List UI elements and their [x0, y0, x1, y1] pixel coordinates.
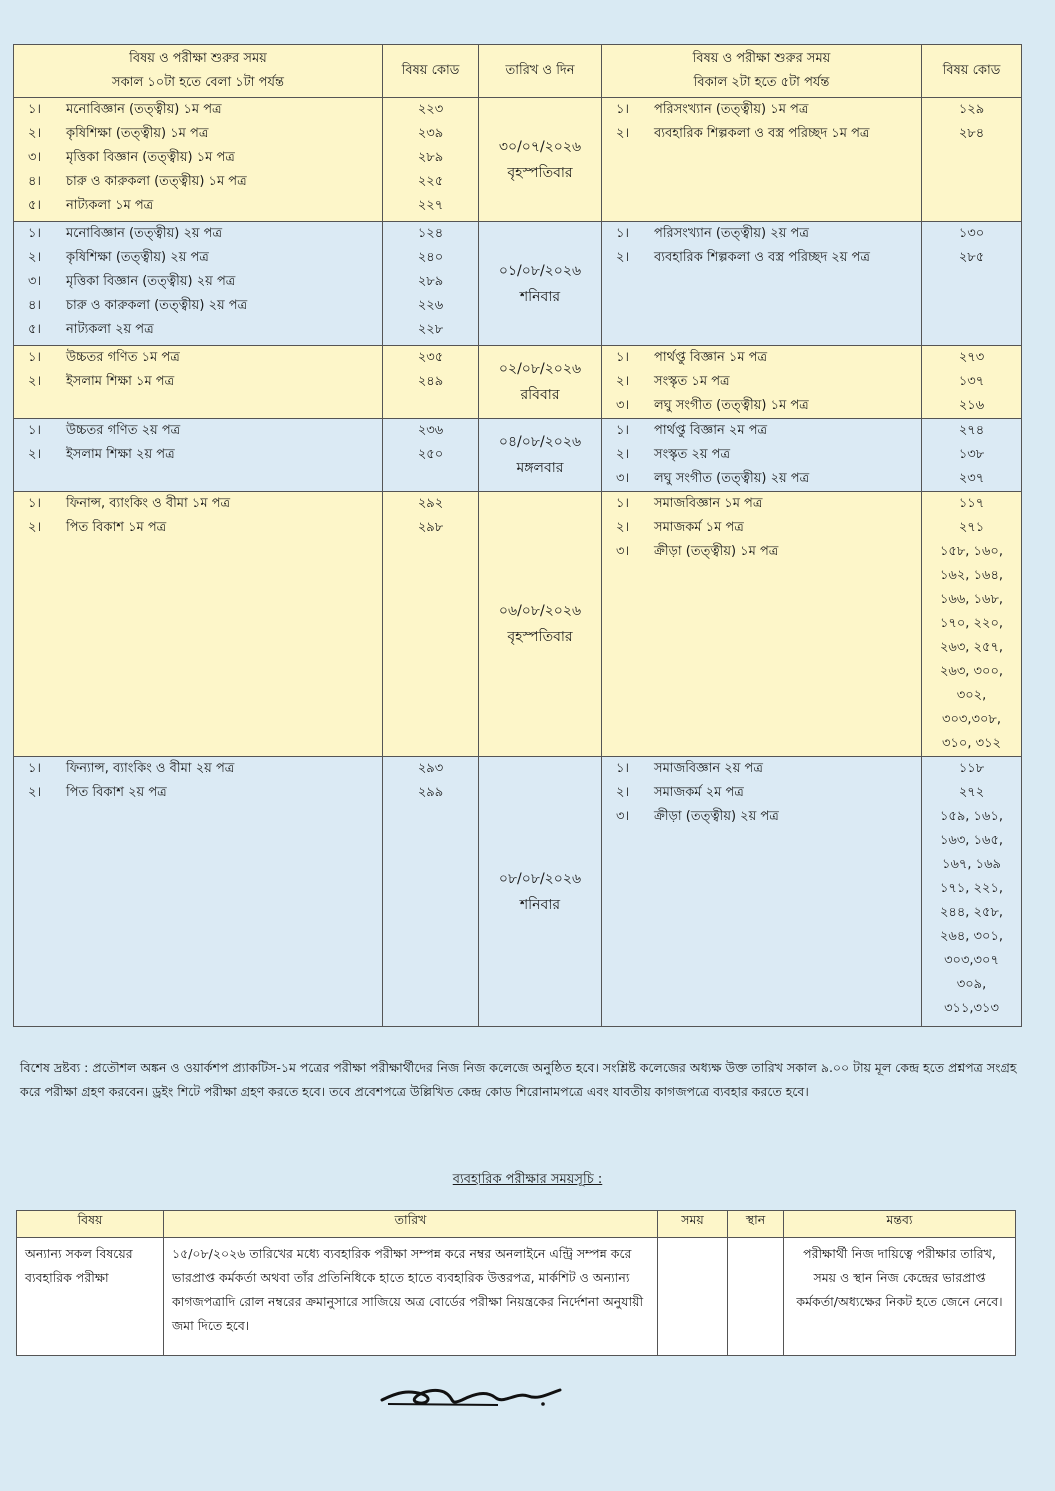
subject-code: ২২৫: [417, 174, 444, 189]
subject-name: ব্যবহারিক শিল্পকলা ও বস্ত্র পরিচ্ছদ ২য় পত্র: [654, 250, 870, 265]
exam-date: [479, 346, 602, 419]
schedule-row: [14, 98, 1022, 222]
serial-number: ৫।: [28, 198, 42, 213]
serial-number: ১।: [616, 226, 630, 241]
subject-line: [14, 222, 382, 246]
header-code-2: বিষয় কোড: [922, 45, 1022, 98]
subject-code: ১৬৭, ১৬৯: [942, 857, 1001, 872]
subject-code: ২৯২: [417, 496, 444, 511]
subject-line: [14, 516, 382, 540]
subject-code: ২৮৪: [958, 126, 985, 141]
subject-code: ১৩৭: [958, 374, 985, 389]
subject-line: [602, 394, 921, 418]
subject-code: ২৩৫: [417, 350, 444, 365]
serial-number: ১।: [616, 423, 630, 438]
subject-name: মৃত্তিকা বিজ্ঞান (তত্ত্বীয়) ২য় পত্র: [66, 274, 236, 289]
subject-name: লঘু সংগীত (তত্ত্বীয়) ২য় পত্র: [654, 471, 810, 486]
subject-line: [14, 318, 382, 342]
subject-name: মনোবিজ্ঞান (তত্ত্বীয়) ২য় পত্র: [66, 226, 223, 241]
exam-date: [479, 757, 602, 1027]
subject-code: ২২৮: [417, 322, 444, 337]
subject-code: ১৫৮, ১৬০,: [939, 544, 1004, 559]
serial-number: ১।: [28, 496, 42, 511]
subject-line: [602, 443, 921, 467]
morning-subjects: [14, 492, 383, 757]
serial-number: ২।: [28, 447, 42, 462]
date-value: ৩০/০৭/২০২৬: [498, 138, 582, 155]
morning-codes: [383, 98, 479, 222]
subject-code: ২২৩: [417, 102, 444, 117]
header-morning-subject: [14, 45, 383, 98]
practical-remarks: পরীক্ষার্থী নিজ দায়িত্বে পরীক্ষার তারিখ, সময় ও স্থান নিজ কেন্দ্রের ভারপ্রাপ্ত কর্মকর্তা/অধ্যক্ষের নিকট হতে জেনে নেবে।: [784, 1238, 1016, 1356]
practical-header-subject: বিষয়: [17, 1211, 164, 1238]
subject-name: ইসলাম শিক্ষা ২য় পত্র: [66, 447, 175, 462]
subject-code: ২৪৯: [417, 374, 444, 389]
subject-name: নাট্যকলা ২য় পত্র: [66, 322, 154, 337]
date-value: ০৪/০৮/২০২৬: [498, 434, 582, 450]
day-value: মঙ্গলবার: [516, 460, 564, 476]
subject-code: ২৮৫: [958, 250, 985, 265]
subject-line: [602, 346, 921, 370]
subject-code: ১৭০, ২২০,: [939, 616, 1004, 631]
header-afternoon-time: বিকাল ২টা হতে ৫টা পর্যন্ত: [693, 75, 830, 90]
subject-code: ২৬৩, ২৫৭,: [939, 640, 1004, 655]
subject-code: ১৩০: [958, 226, 985, 241]
subject-line: [14, 492, 382, 516]
subject-name: ক্রীড়া (তত্ত্বীয়) ২য় পত্র: [654, 809, 779, 824]
serial-number: ৪।: [28, 174, 42, 189]
practical-header-remarks: মন্তব্য: [784, 1211, 1016, 1238]
schedule-row: [14, 346, 1022, 419]
subject-code: ২৯৯: [417, 785, 444, 800]
practical-schedule-title: ব্যবহারিক পরীক্ষার সময়সূচি :: [452, 1172, 603, 1187]
subject-line: [602, 516, 921, 540]
serial-number: ৩।: [28, 274, 42, 289]
subject-code: ২৪০: [417, 250, 444, 265]
morning-subjects: [14, 757, 383, 1027]
subject-name: পিত বিকাশ ২য় পত্র: [66, 785, 167, 800]
exam-date: [479, 492, 602, 757]
header-afternoon-subject: [602, 45, 922, 98]
morning-codes: [383, 757, 479, 1027]
subject-code: ৩০৩,৩০৭: [944, 953, 999, 968]
subject-code: ২৯৮: [417, 520, 444, 535]
day-value: শনিবার: [519, 288, 561, 305]
morning-subjects: [14, 222, 383, 346]
subject-line: [14, 346, 382, 370]
subject-code: ২৬৪, ৩০১,: [939, 929, 1004, 944]
afternoon-codes: [922, 757, 1022, 1027]
afternoon-codes: [922, 346, 1022, 419]
subject-name: মৃত্তিকা বিজ্ঞান (তত্ত্বীয়) ১ম পত্র: [66, 150, 235, 165]
practical-subject: অন্যান্য সকল বিষয়ের ব্যবহারিক পরীক্ষা: [17, 1238, 164, 1356]
subject-line: [14, 443, 382, 467]
afternoon-subjects: [602, 757, 922, 1027]
schedule-header-row: [14, 45, 1022, 98]
subject-line: [602, 246, 921, 270]
subject-code: ১২৪: [417, 226, 444, 241]
practical-time: [658, 1238, 728, 1356]
practical-header-time: সময়: [658, 1211, 728, 1238]
subject-code: ২২৭: [417, 198, 444, 213]
subject-code: ২৩৯: [417, 126, 444, 141]
serial-number: ১।: [616, 102, 630, 117]
subject-code: ২৭১: [958, 520, 985, 535]
practical-header-place: স্থান: [728, 1211, 784, 1238]
serial-number: ২।: [616, 374, 630, 389]
subject-line: [602, 467, 921, 491]
subject-name: সমাজবিজ্ঞান ১ম পত্র: [654, 496, 763, 511]
serial-number: ২।: [28, 250, 42, 265]
schedule-row: [14, 757, 1022, 1027]
serial-number: ২।: [616, 250, 630, 265]
date-value: ০৮/০৮/২০২৬: [498, 870, 582, 887]
subject-line: [14, 146, 382, 170]
serial-number: ২।: [616, 520, 630, 535]
subject-line: [14, 194, 382, 218]
subject-code: ১১৮: [958, 761, 985, 776]
afternoon-codes: [922, 419, 1022, 492]
subject-name: কৃষিশিক্ষা (তত্ত্বীয়) ২য় পত্র: [66, 250, 209, 265]
afternoon-codes: [922, 98, 1022, 222]
header-date-day: তারিখ ও দিন: [479, 45, 602, 98]
subject-code: ৩১১,৩১৩: [944, 1001, 999, 1016]
serial-number: ২।: [28, 520, 42, 535]
serial-number: ১।: [28, 761, 42, 776]
subject-name: ব্যবহারিক শিল্পকলা ও বস্ত্র পরিচ্ছদ ১ম পত্র: [654, 126, 870, 141]
subject-name: সংস্কৃত ২য় পত্র: [654, 447, 731, 462]
subject-name: উচ্চতর গণিত ২য় পত্র: [66, 423, 181, 438]
schedule-row: [14, 222, 1022, 346]
subject-name: পার্থপ্তু বিজ্ঞান ১ম পত্র: [654, 350, 768, 365]
afternoon-subjects: [602, 346, 922, 419]
afternoon-codes: [922, 222, 1022, 346]
exam-schedule-table: [13, 44, 1022, 1027]
subject-name: কৃষিশিক্ষা (তত্ত্বীয়) ১ম পত্র: [66, 126, 209, 141]
date-value: ০২/০৮/২০২৬: [498, 361, 582, 377]
subject-line: [602, 540, 921, 564]
subject-code: ১৬২, ১৬৪,: [939, 568, 1004, 583]
serial-number: ৩।: [616, 544, 630, 559]
practical-place: [728, 1238, 784, 1356]
serial-number: ১।: [28, 226, 42, 241]
subject-code: ২৫০: [417, 447, 444, 462]
serial-number: ৩।: [616, 471, 630, 486]
afternoon-subjects: [602, 98, 922, 222]
serial-number: ১।: [616, 350, 630, 365]
subject-line: [14, 246, 382, 270]
subject-code: ১৭১, ২২১,: [939, 881, 1004, 896]
serial-number: ২।: [616, 126, 630, 141]
header-morning-subject-label: বিষয় ও পরীক্ষা শুরুর সময়: [129, 51, 267, 66]
morning-subjects: [14, 98, 383, 222]
serial-number: ২।: [616, 785, 630, 800]
subject-code: ২৮৯: [417, 274, 444, 289]
subject-name: ক্রীড়া (তত্ত্বীয়) ১ম পত্র: [654, 544, 779, 559]
exam-date: [479, 98, 602, 222]
signature: [378, 1378, 568, 1414]
day-value: রবিবার: [520, 387, 560, 403]
serial-number: ৩।: [616, 398, 630, 413]
serial-number: ৩।: [616, 809, 630, 824]
serial-number: ২।: [28, 785, 42, 800]
subject-name: সমাজবিজ্ঞান ২য় পত্র: [654, 761, 763, 776]
subject-line: [14, 370, 382, 394]
day-value: শনিবার: [519, 896, 561, 913]
subject-name: সমাজকর্ম ১ম পত্র: [654, 520, 744, 535]
subject-name: ইসলাম শিক্ষা ১ম পত্র: [66, 374, 175, 389]
serial-number: ২।: [28, 126, 42, 141]
subject-code: ২৯৩: [417, 761, 444, 776]
subject-name: ফিন্যান্স, ব্যাংকিং ও বীমা ২য় পত্র: [66, 761, 235, 776]
exam-date: [479, 222, 602, 346]
header-morning-time: সকাল ১০টা হতে বেলা ১টা পর্যন্ত: [112, 75, 284, 90]
date-value: ০৬/০৮/২০২৬: [498, 603, 582, 619]
morning-codes: [383, 222, 479, 346]
subject-code: ২৩৬: [417, 423, 444, 438]
date-value: ০১/০৮/২০২৬: [498, 262, 582, 279]
serial-number: ৪।: [28, 298, 42, 313]
schedule-row: [14, 419, 1022, 492]
serial-number: ১।: [28, 350, 42, 365]
subject-line: [14, 98, 382, 122]
subject-code: ২১৬: [958, 398, 985, 413]
afternoon-codes: [922, 492, 1022, 757]
subject-name: চারু ও কারুকলা (তত্ত্বীয়) ১ম পত্র: [66, 174, 247, 189]
subject-code: ১৫৯, ১৬১,: [939, 809, 1004, 824]
serial-number: ১।: [616, 496, 630, 511]
schedule-body: [14, 98, 1022, 1027]
subject-line: [14, 757, 382, 781]
serial-number: ৫।: [28, 322, 42, 337]
subject-line: [14, 122, 382, 146]
subject-line: [602, 781, 921, 805]
subject-name: পার্থপ্তু বিজ্ঞান ২ম পত্র: [654, 423, 768, 438]
subject-code: ২৩৭: [958, 471, 985, 486]
schedule-row: [14, 492, 1022, 757]
subject-code: ৩০২,: [956, 688, 987, 703]
subject-name: সমাজকর্ম ২ম পত্র: [654, 785, 744, 800]
practical-row: [17, 1238, 1016, 1356]
afternoon-subjects: [602, 419, 922, 492]
subject-name: চারু ও কারুকলা (তত্ত্বীয়) ২য় পত্র: [66, 298, 248, 313]
subject-line: [602, 419, 921, 443]
subject-line: [14, 270, 382, 294]
subject-code: ২২৬: [417, 298, 444, 313]
subject-name: উচ্চতর গণিত ১ম পত্র: [66, 350, 180, 365]
special-note: বিশেষ দ্রষ্টব্য : প্রতৌশল অঙ্কন ও ওয়ার্কশপ প্র্যাকটিস-১ম পত্রের পরীক্ষা পরীক্ষার্থীদের নিজ নিজ কলেজে অনুষ্ঠিত হবে। সংশ্লিষ্ট কলেজের অধ্যক্ষ উক্ত তারিখ সকাল ৯.০০ টায় মূল কেন্দ্র হতে প্রশ্নপত্র সংগ্রহ করে পরীক্ষা গ্রহণ করবেন। ড্রইং শিটে পরীক্ষা গ্রহণ করতে হবে। তবে প্রবেশপত্রে উল্লিখিত কেন্দ্র কোড শিরোনামপত্রে এবং যাবতীয় কাগজপত্রে ব্যবহার করতে হবে।: [20, 1060, 1017, 1099]
serial-number: ২।: [616, 447, 630, 462]
subject-line: [602, 98, 921, 122]
subject-code: ২৬৩, ৩০০,: [939, 664, 1004, 679]
subject-line: [602, 492, 921, 516]
serial-number: ১।: [616, 761, 630, 776]
subject-name: সংস্কৃত ১ম পত্র: [654, 374, 730, 389]
subject-code: ১১৭: [958, 496, 985, 511]
subject-line: [602, 222, 921, 246]
afternoon-subjects: [602, 492, 922, 757]
subject-code: ২৮৯: [417, 150, 444, 165]
subject-line: [14, 294, 382, 318]
serial-number: ১।: [28, 423, 42, 438]
subject-name: পিত বিকাশ ১ম পত্র: [66, 520, 167, 535]
subject-code: ১৬৬, ১৬৮,: [939, 592, 1004, 607]
subject-line: [602, 757, 921, 781]
subject-line: [14, 170, 382, 194]
header-code: বিষয় কোড: [383, 45, 479, 98]
subject-name: লঘু সংগীত (তত্ত্বীয়) ১ম পত্র: [654, 398, 809, 413]
practical-header-date: তারিখ: [164, 1211, 658, 1238]
day-value: বৃহস্পতিবার: [507, 629, 573, 645]
subject-code: ২৭৪: [958, 423, 985, 438]
serial-number: ১।: [28, 102, 42, 117]
subject-line: [602, 122, 921, 146]
subject-line: [14, 781, 382, 805]
subject-line: [602, 805, 921, 829]
morning-codes: [383, 346, 479, 419]
exam-date: [479, 419, 602, 492]
subject-code: ৩০৩,৩০৮,: [942, 712, 1001, 727]
subject-code: ১২৯: [958, 102, 985, 117]
practical-header-row: [17, 1211, 1016, 1238]
header-afternoon-subject-label: বিষয় ও পরীক্ষা শুরুর সময়: [692, 51, 831, 66]
subject-code: ১৬৩, ১৬৫,: [939, 833, 1004, 848]
day-value: বৃহস্পতিবার: [507, 164, 573, 181]
serial-number: ৩।: [28, 150, 42, 165]
subject-name: পরিসংখ্যান (তত্ত্বীয়) ২য় পত্র: [654, 226, 809, 241]
afternoon-subjects: [602, 222, 922, 346]
practical-exam-table: [16, 1210, 1016, 1356]
subject-name: নাট্যকলা ১ম পত্র: [66, 198, 154, 213]
subject-name: ফিনান্স, ব্যাংকিং ও বীমা ১ম পত্র: [66, 496, 231, 511]
subject-code: ৩০৯,: [956, 977, 987, 992]
subject-line: [602, 370, 921, 394]
subject-line: [14, 419, 382, 443]
morning-codes: [383, 419, 479, 492]
subject-code: ২৪৪, ২৫৮,: [939, 905, 1004, 920]
morning-codes: [383, 492, 479, 757]
subject-code: ১৩৮: [958, 447, 985, 462]
subject-code: ২৭৩: [958, 350, 985, 365]
subject-code: ২৭২: [958, 785, 985, 800]
morning-subjects: [14, 346, 383, 419]
subject-name: মনোবিজ্ঞান (তত্ত্বীয়) ১ম পত্র: [66, 102, 222, 117]
serial-number: ২।: [28, 374, 42, 389]
practical-date: ১৫/০৮/২০২৬ তারিখের মধ্যে ব্যবহারিক পরীক্ষা সম্পন্ন করে নম্বর অনলাইনে এন্ট্রি সম্পন্ন করে ভারপ্রাপ্ত কর্মকর্তা অথবা তাঁর প্রতিনিধিকে হাতে হাতে ব্যবহারিক উত্তরপত্র, মার্কশিট ও অন্যান্য কাগজপত্রাদি রোল নম্বরের ক্রমানুসারে সাজিয়ে অত্র বোর্ডের পরীক্ষা নিয়ন্ত্রকের নির্দেশনা অনুযায়ী জমা দিতে হবে।: [164, 1238, 658, 1356]
subject-name: পরিসংখ্যান (তত্ত্বীয়) ১ম পত্র: [654, 102, 809, 117]
morning-subjects: [14, 419, 383, 492]
subject-code: ৩১০, ৩১২: [942, 736, 1001, 751]
